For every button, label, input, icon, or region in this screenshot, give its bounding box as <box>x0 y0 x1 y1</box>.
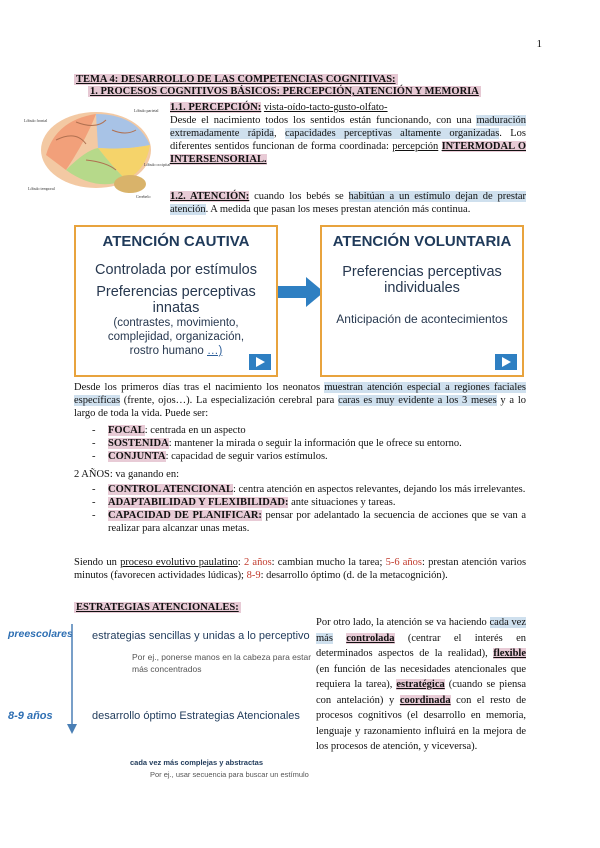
brain-label-frontal: Lóbulo frontal <box>24 118 48 123</box>
strategies-diagram: preescolares estrategias sencillas y unidas a lo perceptivo Por ej., ponerse manos en la cabeza para estar más concentrados 8-9 años desarrollo óptimo Estrategias Atencionales cada vez más complejas y abstractas Por ej., usar secuencia para buscar un estímulo <box>0 618 312 788</box>
label-preescolares: preescolares <box>8 628 73 640</box>
gains-list <box>74 483 526 535</box>
attention-heading: 1.2. ATENCIÓN: <box>170 191 250 202</box>
box-left-title: ATENCIÓN CAUTIVA <box>102 233 250 250</box>
label-8-9-anos: 8-9 años <box>8 710 53 722</box>
control-paragraph: Por otro lado, la atención se va haciendo cada vez más controlada (centrar el interés en determinados aspectos de la realidad), flexible (en función de las necesidades atencionales que requiera la tarea), estratégica (cuando se piensa con antelación) y coordinada con el resto de procesos cognitivos (el desarrollo en memoria, lenguaje y razonamiento influirá en la mejora de los procesos de atención, y viceversa). <box>316 617 527 752</box>
evolution-paragraph: Siendo un proceso evolutivo paulatino: 2 años: cambian mucho la tarea; 5-6 años: prestan atención varios minutos (favorecen actividades lúdicas); 8-9: desarrollo óptimo (d. de la metacognición). <box>74 557 527 581</box>
list-item: - ADAPTABILIDAD Y FLEXIBILIDAD: ante situaciones y tareas. <box>74 496 526 509</box>
attention-types-list <box>74 424 526 463</box>
list-item: - CONTROL ATENCIONAL: centra atención en aspectos relevantes, dejando los más irrelevantes. <box>74 483 526 496</box>
perception-senses: vista-oído-tacto-gusto-olfato- <box>263 102 388 113</box>
faces-paragraph: Desde los primeros días tras el nacimiento los neonatos muestran atención especial a regiones faciales específicas (frente, ojos…). La especialización cerebral para caras es muy evidente a los 3 meses y a lo largo de toda la vida. Puede ser: <box>74 382 527 419</box>
brain-illustration <box>24 100 171 200</box>
list-item: - FOCAL: centrada en un aspecto <box>74 424 526 437</box>
arrow-right-icon <box>278 277 324 307</box>
list-item: - CAPACIDAD DE PLANIFICAR: pensar por adelantado la secuencia de acciones que se van a realizar para alcanzar unas metas. <box>74 509 526 535</box>
arrow-down-icon <box>66 624 78 736</box>
page-number: 1 <box>536 38 542 50</box>
page-title: TEMA 4: DESARROLLO DE LAS COMPETENCIAS COGNITIVAS: <box>76 74 396 85</box>
box-right-title: ATENCIÓN VOLUNTARIA <box>332 233 512 250</box>
attention-paragraph: 1.2. ATENCIÓN: cuando los bebés se habitúan a un estímulo dejan de prestar atención. A medida que pasan los meses prestan atención más continua. <box>170 191 527 215</box>
strategies-heading: ESTRATEGIAS ATENCIONALES: <box>76 602 239 613</box>
brain-label-temporal: Lóbulo temporal <box>28 186 55 191</box>
perception-heading: 1.1. PERCEPCIÓN: <box>170 102 262 113</box>
diagram-mid-text: desarrollo óptimo Estrategias Atencionales <box>92 710 300 722</box>
box-atencion-voluntaria: ATENCIÓN VOLUNTARIA Preferencias perceptivas individuales Anticipación de acontecimientos <box>320 225 524 377</box>
list-item: - CONJUNTA: capacidad de seguir varios estímulos. <box>74 450 526 463</box>
two-years-line: 2 AÑOS: va ganando en: <box>74 469 179 480</box>
play-icon[interactable] <box>249 354 271 370</box>
brain-label-parietal: Lóbulo parietal <box>134 108 159 113</box>
box-atencion-cautiva: ATENCIÓN CAUTIVA Controlada por estímulos Preferencias perceptivas innatas (contrastes, movimiento, complejidad, organización, rostro humano …) <box>74 225 278 377</box>
section-heading: 1. PROCESOS COGNITIVOS BÁSICOS: PERCEPCIÓN, ATENCIÓN Y MEMORIA <box>90 86 479 97</box>
play-icon[interactable] <box>495 354 517 370</box>
perception-paragraph: 1.1. PERCEPCIÓN: vista-oído-tacto-gusto-olfato- Desde el nacimiento todos los sentidos están funcionando, con una maduración extremadamente rápida, capacidades perceptivas altamente organizadas. Los diferentes sentidos funcionan de forma coordinada: percepción INTERMODAL O INTERSENSORIAL. <box>170 102 527 165</box>
diagram-top-text: estrategias sencillas y unidas a lo perceptivo <box>92 630 310 642</box>
list-item: - SOSTENIDA: mantener la mirada o seguir la información que le ofrece su entorno. <box>74 437 526 450</box>
brain-label-occipital: Lóbulo occipital <box>144 162 171 167</box>
brain-label-cerebelo: Cerebelo <box>136 194 151 199</box>
